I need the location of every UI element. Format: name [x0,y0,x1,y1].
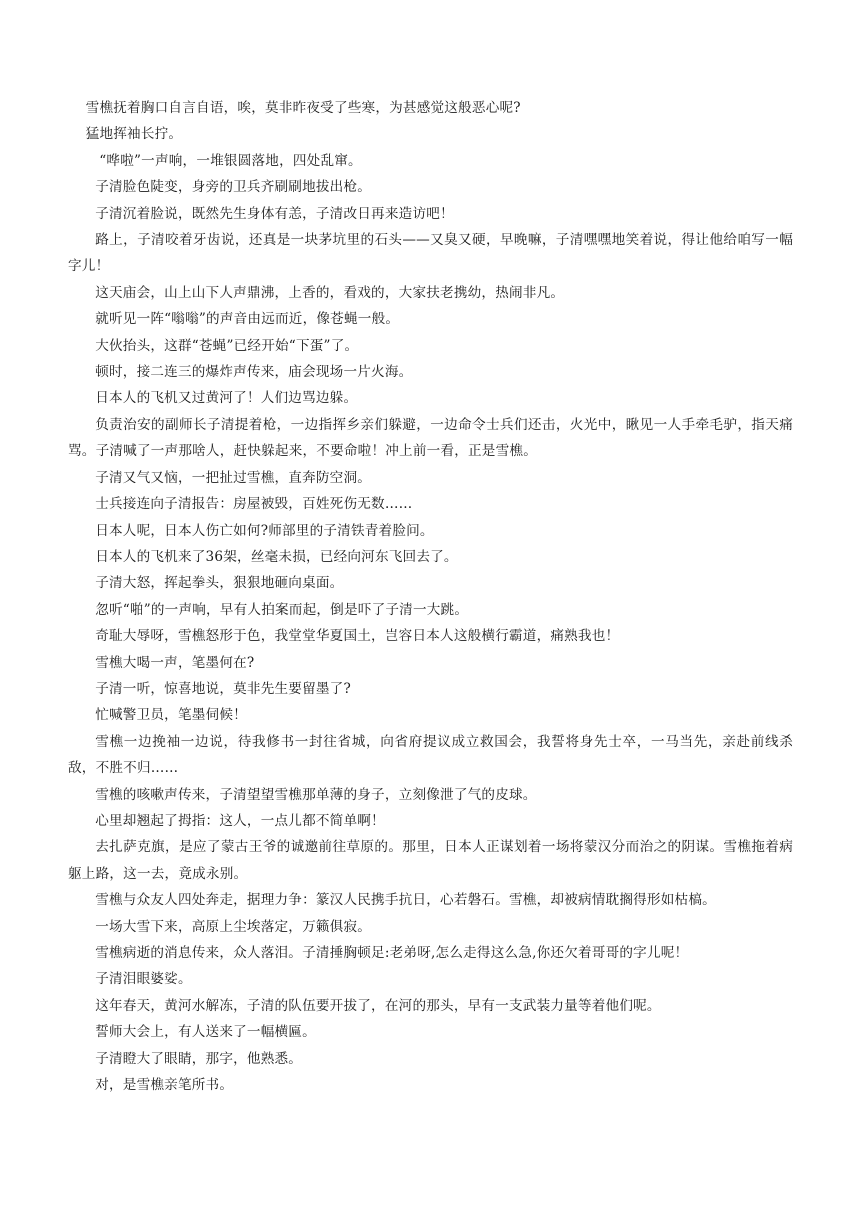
paragraph: 子清泪眼婆娑。 [95,971,192,988]
paragraph: 雪樵病逝的消息传来，众人落泪。子清捶胸顿足:老弟呀,怎么走得这么急,你还欠着哥哥的字儿呢！ [95,945,689,961]
paragraph: 士兵接连向子清报告：房屋被毁，百姓死伤无数…… [95,496,413,513]
paragraph: 奇耻大辱呀，雪樵怒形于色，我堂堂华夏国土，岂容日本人这般横行霸道，痛熟我也！ [95,628,620,645]
paragraph: 子清沉着脸说，既然先生身体有恙，子清改日再来造访吧！ [95,205,454,222]
paragraph: 日本人呢，日本人伤亡如何?师部里的子清铁青着脸问。 [95,522,434,539]
paragraph: 子清一听，惊喜地说，莫非先生要留墨了? [95,680,351,697]
story-text [68,95,793,1098]
paragraph: “哗啦”一声响，一堆银圆落地，四处乱窜。 [99,152,362,169]
paragraph: 忙喊警卫员，笔墨伺候！ [95,707,247,724]
paragraph: 大伙抬头，这群“苍蝇”已经开始“下蛋”了。 [95,337,359,354]
paragraph: 这天庙会，山上山下人声鼎沸，上香的，看戏的，大家扶老携幼，热闹非凡。 [95,284,565,301]
paragraph: 路上，子清咬着牙齿说，还真是一块茅坑里的石头——又臭又硬，早晚嘛，子清嘿嘿地笑着说，得让他给咱写一幅字儿！ [68,232,793,275]
paragraph: 猛地挥袖长拧。 [85,126,183,143]
paragraph: 去扎萨克旗，是应了蒙古王爷的诚邀前往草原的。那里，日本人正谋划着一场将蒙汉分而治之的阴谋。雪樵拖着病躯上路，这一去，竟成永别。 [68,839,793,882]
paragraph: 顿时，接二连三的爆炸声传来，庙会现场一片火海。 [95,364,413,381]
paragraph: 子清脸色陡变，身旁的卫兵齐刷刷地拔出枪。 [95,179,372,196]
paragraph: 日本人的飞机来了36架，丝毫未损，已经向河东飞回去了。 [95,548,458,565]
paragraph: 一场大雪下来，高原上尘埃落定，万籁俱寂。 [95,918,372,935]
paragraph: 雪樵的咳嗽声传来，子清望望雪樵那单薄的身子，立刻像泄了气的皮球。 [95,786,537,803]
paragraph: 对，是雪樵亲笔所书。 [95,1077,234,1094]
paragraph: 这年春天，黄河水解冻，子清的队伍要开拔了，在河的那头，早有一支武装力量等着他们呢。 [95,997,661,1014]
paragraph: 雪樵与众友人四处奔走，据理力争：篆汉人民携手抗日，心若磐石。雪樵，却被病情耽搁得形如枯槁。 [95,892,716,909]
paragraph: 雪樵抚着胸口自言自语，唉，莫非昨夜受了些寒，为甚感觉这般恶心呢? [85,100,521,116]
paragraph: 子清大怒，挥起拳头，狠狠地砸向桌面。 [95,575,344,592]
paragraph: 子清又气又恼，一把扯过雪樵，直奔防空洞。 [95,469,372,486]
paragraph: 负责治安的副师长子清提着枪，一边指挥乡亲们躲避，一边命令士兵们还击，火光中，瞅见一人手牵毛驴，指天痛骂。子清喊了一声那啥人，赶快躲起来，不要命啦！冲上前一看，正是雪樵。 [68,416,793,460]
paragraph: 就听见一阵“嗡嗡”的声音由远而近，像苍蝇一般。 [95,311,400,328]
paragraph: 雪樵大喝一声，笔墨何在? [95,654,255,671]
paragraph: 子清瞪大了眼睛，那字，他熟悉。 [95,1050,303,1067]
paragraph: 雪樵一边挽袖一边说，待我修书一封往省城，向省府提议成立救国会，我誓将身先士卒，一马当先，亲赴前线杀敌，不胜不归…… [68,733,793,777]
paragraph: 忽听“啪”的一声响，早有人拍案而起，倒是吓了子清一大跳。 [95,601,469,618]
paragraph: 日本人的飞机又过黄河了！人们边骂边躲。 [95,390,358,407]
paragraph: 心里却翘起了拇指：这人，一点儿都不简单啊！ [95,812,385,829]
paragraph: 誓师大会上，有人送来了一幅横匾。 [95,1024,316,1041]
